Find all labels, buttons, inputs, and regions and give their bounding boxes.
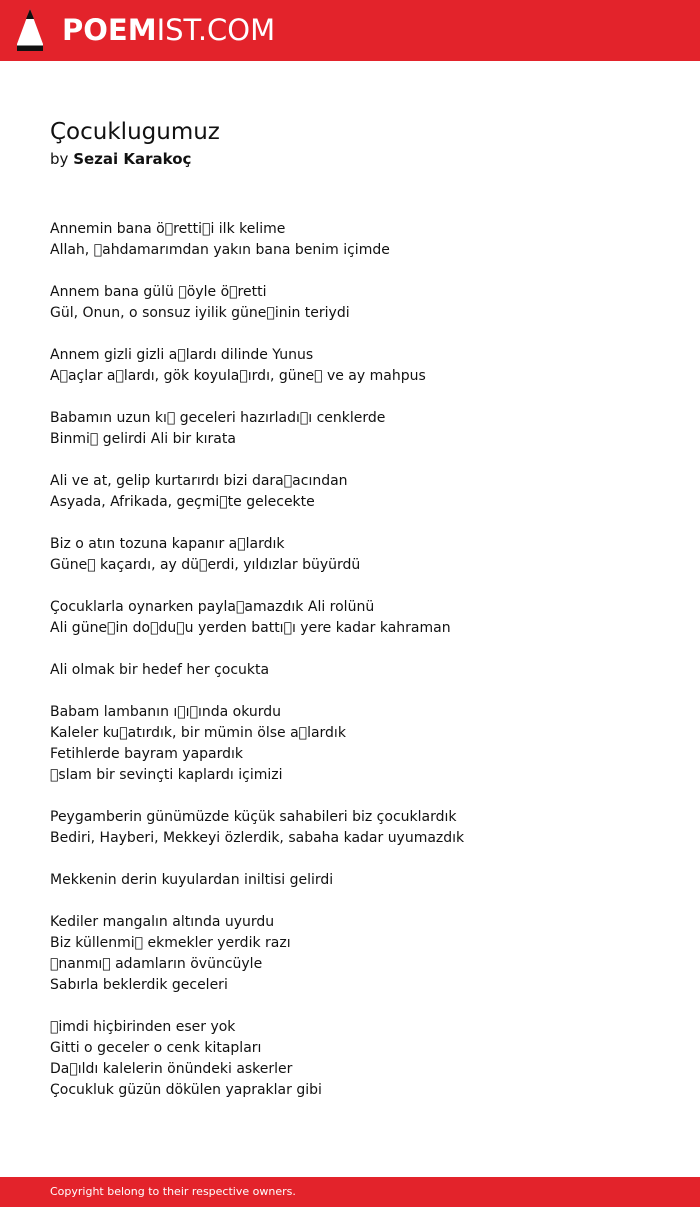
poem-line: Asyada, Afrikada, geçmi te gelecekte bbox=[50, 494, 315, 510]
poem-line: Da ıldı kalelerin önündeki askerler bbox=[50, 1061, 293, 1077]
stanza bbox=[50, 1017, 670, 1101]
poem-line: Kaleler ku atırdık, bir mümin ölse a lardık bbox=[50, 725, 346, 741]
poem-line: Babamın uzun kı  geceleri hazırladı ı cenklerde bbox=[50, 410, 386, 426]
copyright-text: Copyright belong to their respective owners. bbox=[50, 1185, 296, 1198]
poem-line:  imdi hiçbirinden eser yok bbox=[50, 1019, 236, 1035]
poem-line: Çocuklarla oynarken payla amazdık Ali rolünü bbox=[50, 599, 375, 615]
stanza bbox=[50, 702, 670, 786]
stanza bbox=[50, 282, 670, 324]
stanza bbox=[50, 597, 670, 639]
poem-line:  slam bir sevinçti kaplardı içimizi bbox=[50, 767, 283, 783]
poem-line: Sabırla beklerdik geceleri bbox=[50, 977, 228, 993]
poem-line: Fetihlerde bayram yapardık bbox=[50, 746, 244, 762]
pencil-logo-icon[interactable] bbox=[17, 9, 43, 51]
poem-line: Babam lambanın ı ı ında okurdu bbox=[50, 704, 282, 720]
poem-body bbox=[50, 219, 670, 1122]
poem-line: A açlar a lardı, gök koyula ırdı, güne  ve ay mahpus bbox=[50, 368, 426, 384]
poem-line: Allah,  ahdamarımdan yakın bana benim içimde bbox=[50, 242, 390, 258]
site-footer bbox=[0, 1177, 700, 1207]
poem-line: Çocukluk güzün dökülen yapraklar gibi bbox=[50, 1082, 322, 1098]
poem-line: Kediler mangalın altında uyurdu bbox=[50, 914, 275, 930]
poem-line: Peygamberin günümüzde küçük sahabileri biz çocuklardık bbox=[50, 809, 457, 825]
stanza bbox=[50, 471, 670, 513]
poem-line: Annemin bana ö retti i ilk kelime bbox=[50, 221, 286, 237]
poem-title: Çocuklugumuz bbox=[50, 119, 220, 145]
stanza bbox=[50, 807, 670, 849]
poem-line: Gitti o geceler o cenk kitapları bbox=[50, 1040, 262, 1056]
author-name: Sezai Karakoç bbox=[73, 150, 192, 168]
poem-line: Mekkenin derin kuyulardan iniltisi gelirdi bbox=[50, 872, 334, 888]
logo-bold-text: POEM bbox=[62, 13, 157, 47]
poem-line: Güne  kaçardı, ay dü erdi, yıldızlar büyürdü bbox=[50, 557, 361, 573]
site-header bbox=[0, 0, 700, 61]
poem-line: Gül, Onun, o sonsuz iyilik güne inin teriydi bbox=[50, 305, 350, 321]
poem-line: Annem bana gülü  öyle ö retti bbox=[50, 284, 267, 300]
site-logo[interactable] bbox=[62, 13, 275, 47]
stanza bbox=[50, 870, 670, 891]
by-label: by bbox=[50, 150, 69, 168]
byline bbox=[50, 149, 191, 169]
poem-line: Bediri, Hayberi, Mekkeyi özlerdik, sabaha kadar uyumazdık bbox=[50, 830, 465, 846]
stanza bbox=[50, 408, 670, 450]
stanza bbox=[50, 219, 670, 261]
poem-line: Binmi  gelirdi Ali bir kırata bbox=[50, 431, 236, 447]
poem-line: Ali ve at, gelip kurtarırdı bizi dara acından bbox=[50, 473, 348, 489]
poem-line: Ali olmak bir hedef her çocukta bbox=[50, 662, 270, 678]
stanza bbox=[50, 345, 670, 387]
poem-line: Biz küllenmi  ekmekler yerdik razı bbox=[50, 935, 291, 951]
stanza bbox=[50, 660, 670, 681]
stanza bbox=[50, 912, 670, 996]
logo-light-text: IST.COM bbox=[156, 13, 276, 47]
poem-line:  nanmı  adamların övüncüyle bbox=[50, 956, 263, 972]
poem-line: Annem gizli gizli a lardı dilinde Yunus bbox=[50, 347, 314, 363]
stanza bbox=[50, 534, 670, 576]
poem-line: Ali güne in do du u yerden battı ı yere kadar kahraman bbox=[50, 620, 451, 636]
poem-line: Biz o atın tozuna kapanır a lardık bbox=[50, 536, 285, 552]
